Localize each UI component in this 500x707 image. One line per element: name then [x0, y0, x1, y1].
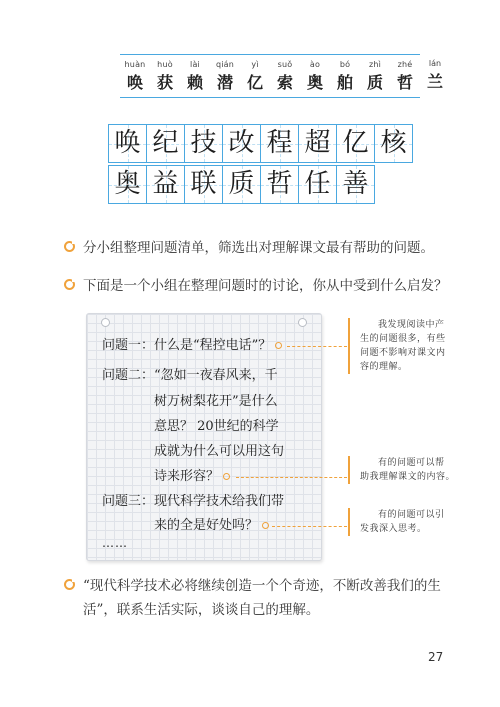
pinyin: bó: [339, 60, 351, 69]
question-2-line-5: 诗来形容？: [154, 465, 230, 489]
circle-bullet-icon: [64, 279, 75, 290]
pinyin: lán: [428, 59, 442, 68]
hanzi: 赖: [186, 73, 203, 92]
hanzi: 兰: [426, 72, 443, 91]
pinyin: huò: [157, 60, 173, 69]
task-3: [64, 574, 441, 622]
grid-cell: 质: [222, 165, 261, 204]
top-rule: [120, 54, 420, 55]
question-1: 问题一：什么是“程控电话”？: [102, 334, 282, 358]
task-text: 下面是一个小组在整理问题时的讨论，你从中受到什么启发？: [83, 278, 448, 294]
pinyin-row: [120, 60, 420, 72]
hanzi: 索: [276, 73, 293, 92]
hanzi: 质: [366, 73, 383, 92]
circle-bullet-icon: [64, 579, 75, 590]
pinyin: suǒ: [277, 60, 293, 69]
bottom-rule: [120, 97, 420, 98]
grid-cell: 改: [222, 124, 261, 163]
hanzi: 舶: [336, 73, 353, 92]
binder-ring-icon: [101, 318, 110, 327]
hanzi: 亿: [246, 73, 263, 92]
grid-cell: 哲: [260, 165, 299, 204]
dot-marker-icon: [223, 473, 230, 480]
hanzi: 唤: [126, 73, 143, 92]
leader-line: [287, 346, 347, 347]
pinyin: lài: [190, 60, 200, 69]
question-2-line-2: 树万树梨花开”是什么: [154, 394, 278, 409]
circle-bullet-icon: [64, 241, 75, 252]
pinyin: zhé: [397, 60, 413, 69]
vocab-extra: [420, 59, 450, 93]
question-3-line-2: 来的全是好处吗？: [154, 514, 269, 538]
page-number: 27: [428, 650, 444, 664]
side-note-1: 我发现阅读中产 生的问题很多，有些 问题不影响对课文内 容的理解。: [348, 318, 446, 374]
dot-marker-icon: [262, 522, 269, 529]
question-3-line-1: 问题三：现代科学技术给我们带: [102, 494, 285, 509]
side-note-3: 有的问题可以引 发我深入思考。: [348, 508, 445, 536]
question-2-line-3: 意思？ 20世纪的科学: [154, 419, 279, 434]
grid-row-2: [108, 165, 412, 204]
grid-cell: 善: [336, 165, 375, 204]
grid-cell: 益: [146, 165, 185, 204]
hanzi-row: [120, 72, 420, 94]
writing-grid: [108, 124, 412, 206]
pinyin: huàn: [124, 60, 146, 69]
pinyin: qián: [215, 60, 235, 69]
grid-cell: 超: [298, 124, 337, 163]
pinyin: zhì: [368, 60, 382, 69]
grid-cell: 任: [298, 165, 337, 204]
binder-ring-icon: [298, 318, 307, 327]
pinyin: yì: [251, 60, 259, 69]
vocabulary-strip: [120, 54, 420, 98]
task-text: 分小组整理问题清单，筛选出对理解课文最有帮助的问题。: [83, 240, 434, 256]
hanzi: 获: [156, 73, 173, 92]
grid-cell: 纪: [146, 124, 185, 163]
question-2-line-4: 成就为什么可以用这句: [154, 444, 285, 459]
pinyin: ào: [309, 60, 321, 69]
grid-row-1: [108, 124, 412, 163]
grid-cell: 奥: [108, 165, 147, 204]
leader-line: [236, 477, 347, 478]
hanzi: 潜: [216, 73, 233, 92]
grid-cell: 核: [374, 124, 413, 163]
ellipsis: ……: [102, 536, 128, 550]
question-2-line-1: 问题二：“忽如一夜春风来，千: [102, 368, 278, 383]
task-1: [64, 236, 434, 260]
dot-marker-icon: [275, 342, 282, 349]
hanzi: 奥: [306, 73, 323, 92]
grid-cell: 亿: [336, 124, 375, 163]
side-note-2: 有的问题可以帮 助我理解课文的内容。: [348, 456, 455, 484]
hanzi: 哲: [396, 73, 413, 92]
grid-cell: 程: [260, 124, 299, 163]
task-2: [64, 274, 448, 298]
grid-cell: 联: [184, 165, 223, 204]
leader-line: [272, 526, 347, 527]
grid-cell: 技: [184, 124, 223, 163]
grid-cell: 唤: [108, 124, 147, 163]
task-text: “现代科学技术必将继续创造一个个奇迹，不断改善我们的生 活”，联系生活实际，谈谈自己的理解。: [83, 578, 441, 618]
